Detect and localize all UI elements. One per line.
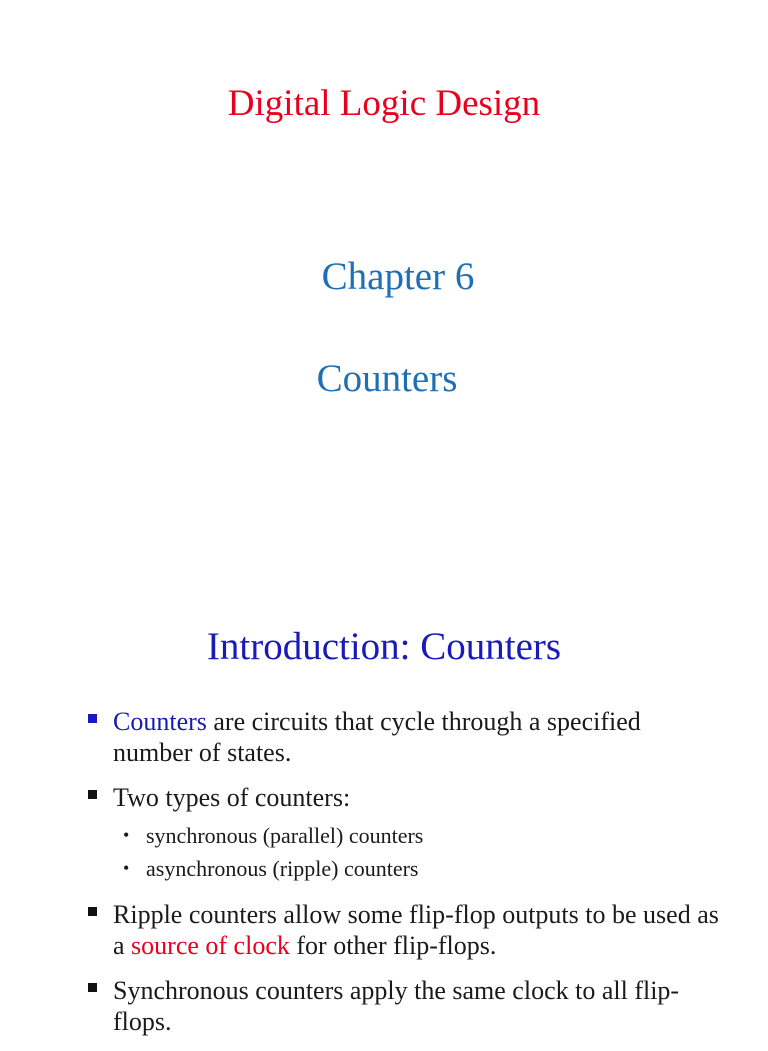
- square-bullet-icon: [88, 907, 97, 916]
- dot-bullet-icon: •: [123, 858, 130, 878]
- bullet-item-ripple-counters: [86, 899, 726, 961]
- sub-bullet-item-synchronous: [113, 819, 726, 852]
- sub-bullet-item-asynchronous: [113, 852, 726, 885]
- bullet-list: [86, 706, 726, 1051]
- highlighted-term-counters: Counters: [113, 707, 207, 736]
- square-bullet-icon: [88, 714, 97, 723]
- bullet-text-after: for other flip-flops.: [289, 931, 497, 960]
- slide-title: Introduction: Counters: [206, 625, 562, 668]
- square-bullet-icon: [88, 983, 97, 992]
- chapter-topic: Counters: [316, 357, 458, 400]
- bullet-text: are circuits that cycle through a specified number of states.: [113, 707, 641, 767]
- bullet-text: Synchronous counters apply the same clock to all flip-flops.: [113, 976, 680, 1036]
- sub-bullet-list: [113, 819, 726, 885]
- dot-bullet-icon: •: [123, 825, 130, 845]
- chapter-heading: Chapter 6: [321, 255, 475, 298]
- bullet-item-synchronous-counters: [86, 975, 726, 1037]
- bullet-text: Two types of counters:: [113, 783, 351, 812]
- sub-bullet-text: asynchronous (ripple) counters: [146, 856, 419, 881]
- sub-bullet-text: synchronous (parallel) counters: [146, 823, 424, 848]
- bullet-item-counters-definition: [86, 706, 726, 768]
- document-title: Digital Logic Design: [227, 83, 541, 124]
- bullet-item-counter-types: [86, 782, 726, 885]
- highlighted-phrase-source-of-clock: source of clock: [131, 931, 290, 960]
- square-bullet-icon: [88, 790, 97, 799]
- bullet-text-before: Ripple counters allow some flip-flop outputs to be used as a: [113, 900, 719, 960]
